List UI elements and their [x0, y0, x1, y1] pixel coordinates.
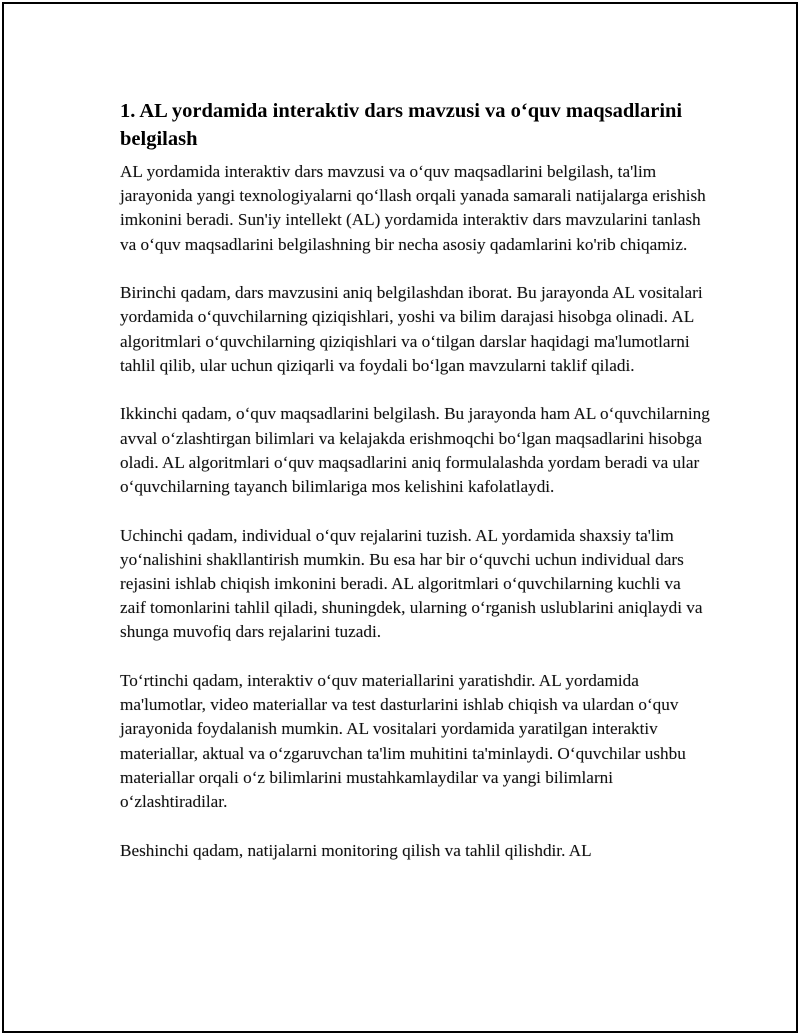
paragraph-intro: AL yordamida interaktiv dars mavzusi va o‘quv maqsadlarini belgilash, ta'lim jarayonida yangi texnologiyalarni qo‘llash orqali yanada samarali natijalarga erishish imkonini beradi. Sun'iy intellekt (AL) yordamida interaktiv dars mavzularini tanlash va o‘quv maqsadlarini belgilashning bir necha asosiy qadamlarini ko'rib chiqamiz. — [120, 162, 706, 254]
paragraph-step-2: Ikkinchi qadam, o‘quv maqsadlarini belgilash. Bu jarayonda ham AL o‘quvchilarning avval o‘zlashtirgan bilimlari va kelajakda erishmoqchi bo‘lgan maqsadlarini hisobga oladi. AL algoritmlari o‘quv maqsadlarini aniq formulalashda yordam beradi va ular o‘quvchilarning tayanch bilimlariga mos kelishini kafolatlaydi. — [120, 404, 710, 497]
paragraph-step-3: Uchinchi qadam, individual o‘quv rejalarini tuzish. AL yordamida shaxsiy ta'lim yo‘nalishini shakllantirish mumkin. Bu esa har bir o‘quvchi uchun individual dars rejasini ishlab chiqish imkonini beradi. AL algoritmlari o‘quvchilarning kuchli va zaif tomonlarini tahlil qiladi, shuningdek, ularning o‘rganish uslublarini aniqlaydi va shunga muvofiq dars rejalarini tuzadi. — [120, 525, 703, 642]
section-heading: 1. AL yordamida interaktiv dars mavzusi va o‘quv maqsadlarini belgilash — [120, 100, 683, 150]
document-body — [120, 97, 710, 863]
document-page — [2, 2, 798, 1033]
paragraph-step-1: Birinchi qadam, dars mavzusini aniq belgilashdan iborat. Bu jarayonda AL vositalari yordamida o‘quvchilarning qiziqishlari, yoshi va bilim darajasi hisobga olinadi. AL algoritmlari o‘quvchilarning qiziqishlari va o‘tilgan darslar haqidagi ma'lumotlarni tahlil qilib, ular uchun qiziqarli va foydali bo‘lgan mavzularni taklif qiladi. — [120, 283, 703, 375]
paragraph-step-5: Beshinchi qadam, natijalarni monitoring qilish va tahlil qilishdir. AL — [120, 840, 592, 860]
paragraph-step-4: To‘rtinchi qadam, interaktiv o‘quv materiallarini yaratishdir. AL yordamida ma'lumotlar, video materiallar va test dasturlarini ishlab chiqish va ulardan o‘quv jarayonida foydalanish mumkin. AL vositalari yordamida yaratilgan interaktiv materiallar, aktual va o‘zgaruvchan ta'lim muhitini ta'minlaydi. O‘quvchilar ushbu materiallar orqali o‘z bilimlarini mustahkamlaydilar va yangi bilimlarni o‘zlashtiradilar. — [120, 671, 686, 812]
